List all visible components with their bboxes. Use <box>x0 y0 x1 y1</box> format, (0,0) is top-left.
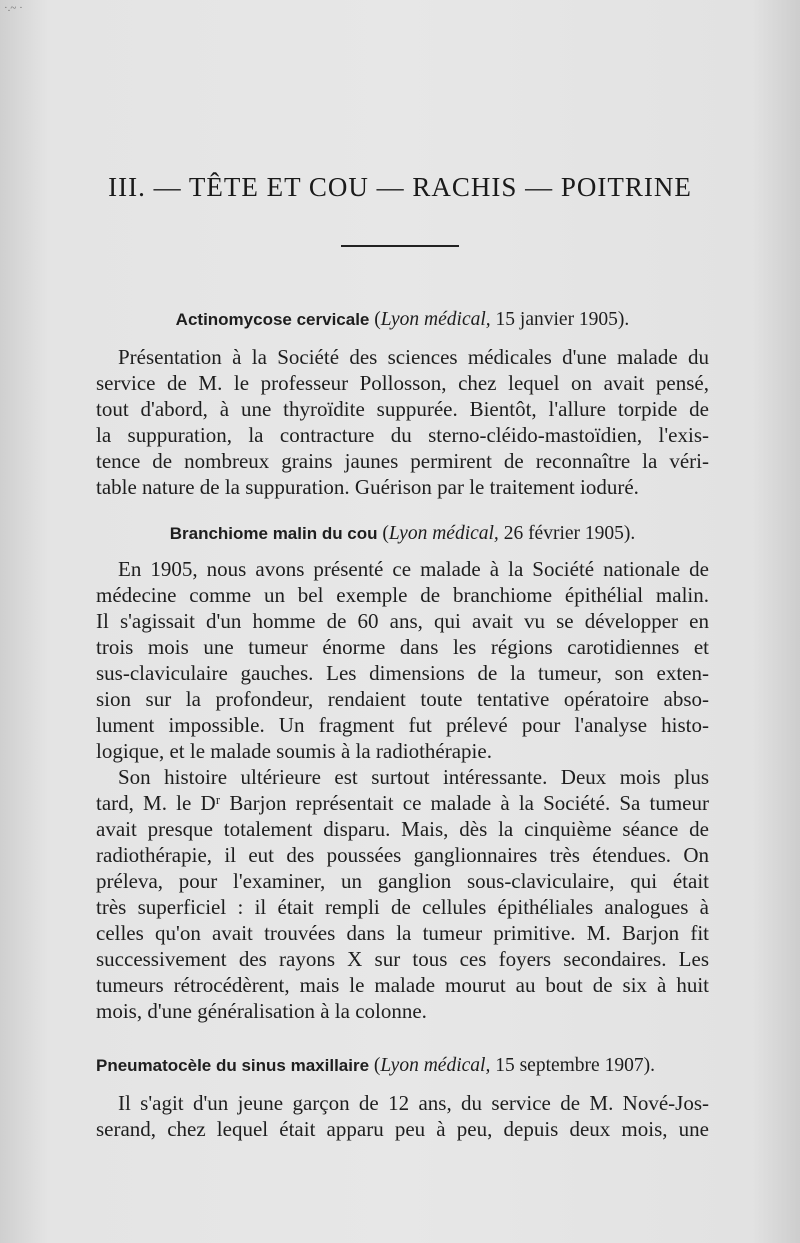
title-rule <box>341 245 459 247</box>
text-line: très superficiel : il était rempli de cellules épithéliales analogues à <box>96 895 709 919</box>
section-date: 15 janvier 1905). <box>495 309 630 330</box>
text-line: Présentation à la Société des sciences médicales d'une malade du <box>118 345 709 369</box>
text-line: sion sur la profondeur, rendaient toute tentative opératoire abso- <box>96 687 709 711</box>
section-actinomycose <box>96 306 709 500</box>
section-pneumatocele <box>96 1052 709 1142</box>
text-line: sus-claviculaire gauches. Les dimensions de la tumeur, son exten- <box>96 661 709 685</box>
text-line: Il s'agissait d'un homme de 60 ans, qui avait vu se développer en <box>96 609 709 633</box>
text-line: radiothérapie, il eut des poussées ganglionnaires très étendues. On <box>96 843 709 867</box>
section-title: Pneumatocèle du sinus maxillaire <box>96 1056 370 1075</box>
text-line: table nature de la suppuration. Guérison par le traitement ioduré. <box>96 475 639 499</box>
section-date: 15 septembre 1907). <box>495 1055 655 1076</box>
section-body <box>96 1090 709 1142</box>
text-line: Son histoire ultérieure est surtout intéressante. Deux mois plus <box>118 765 709 789</box>
chapter-title: III. — TÊTE ET COU — RACHIS — POITRINE <box>108 172 692 202</box>
text-line: service de M. le professeur Pollosson, chez lequel on avait pensé, <box>96 371 709 395</box>
text-line: En 1905, nous avons présenté ce malade à la Société nationale de <box>118 557 709 581</box>
section-heading: Branchiome malin du cou (Lyon médical, 26 février 1905). <box>169 523 636 544</box>
text-line: mois, d'une généralisation à la colonne. <box>96 999 427 1023</box>
section-source: Lyon médical, <box>380 1055 491 1076</box>
section-body <box>96 556 709 1024</box>
section-body <box>96 344 709 500</box>
text-line: la suppuration, la contracture du sterno-cléido-mastoïdien, l'exis- <box>96 423 709 447</box>
text-line: Il s'agit d'un jeune garçon de 12 ans, du service de M. Nové-Jos- <box>118 1091 709 1115</box>
text-line: médecine comme un bel exemple de branchiome épithélial malin. <box>96 583 709 607</box>
text-line: logique, et le malade soumis à la radiothérapie. <box>96 739 492 763</box>
text-line: tence de nombreux grains jaunes permirent de reconnaître la véri- <box>96 449 709 473</box>
text-line: lument impossible. Un fragment fut prélevé pour l'analyse histo- <box>96 713 709 737</box>
section-heading: Pneumatocèle du sinus maxillaire (Lyon médical, 15 septembre 1907). <box>96 1055 655 1076</box>
text-line: préleva, pour l'examiner, un ganglion sous-claviculaire, qui était <box>96 869 709 893</box>
text-line: avait presque totalement disparu. Mais, dès la cinquième séance de <box>96 817 709 841</box>
scan-speck: ·.~ · <box>4 2 23 14</box>
text-line: successivement des rayons X sur tous ces foyers secondaires. Les <box>96 947 709 971</box>
section-title: Actinomycose cervicale <box>175 310 370 329</box>
section-source: Lyon médical, <box>388 523 499 544</box>
section-source: Lyon médical, <box>380 309 491 330</box>
text-line: tout d'abord, à une thyroïdite suppurée. Bientôt, l'allure torpide de <box>96 397 709 421</box>
text-line: tard, M. le Dʳ Barjon représentait ce malade à la Société. Sa tumeur <box>96 791 709 815</box>
text-line: tumeurs rétrocédèrent, mais le malade mourut au bout de six à huit <box>96 973 709 997</box>
section-date: 26 février 1905). <box>503 523 636 544</box>
text-line: trois mois une tumeur énorme dans les régions carotidiennes et <box>96 635 709 659</box>
section-title: Branchiome malin du cou <box>169 524 378 543</box>
text-line: serand, chez lequel était apparu peu à peu, depuis deux mois, une <box>96 1117 709 1141</box>
section-branchiome <box>96 520 709 1024</box>
section-heading: Actinomycose cervicale (Lyon médical, 15 janvier 1905). <box>175 309 630 330</box>
text-line: celles qu'on avait trouvées dans la tumeur primitive. M. Barjon fit <box>96 921 709 945</box>
